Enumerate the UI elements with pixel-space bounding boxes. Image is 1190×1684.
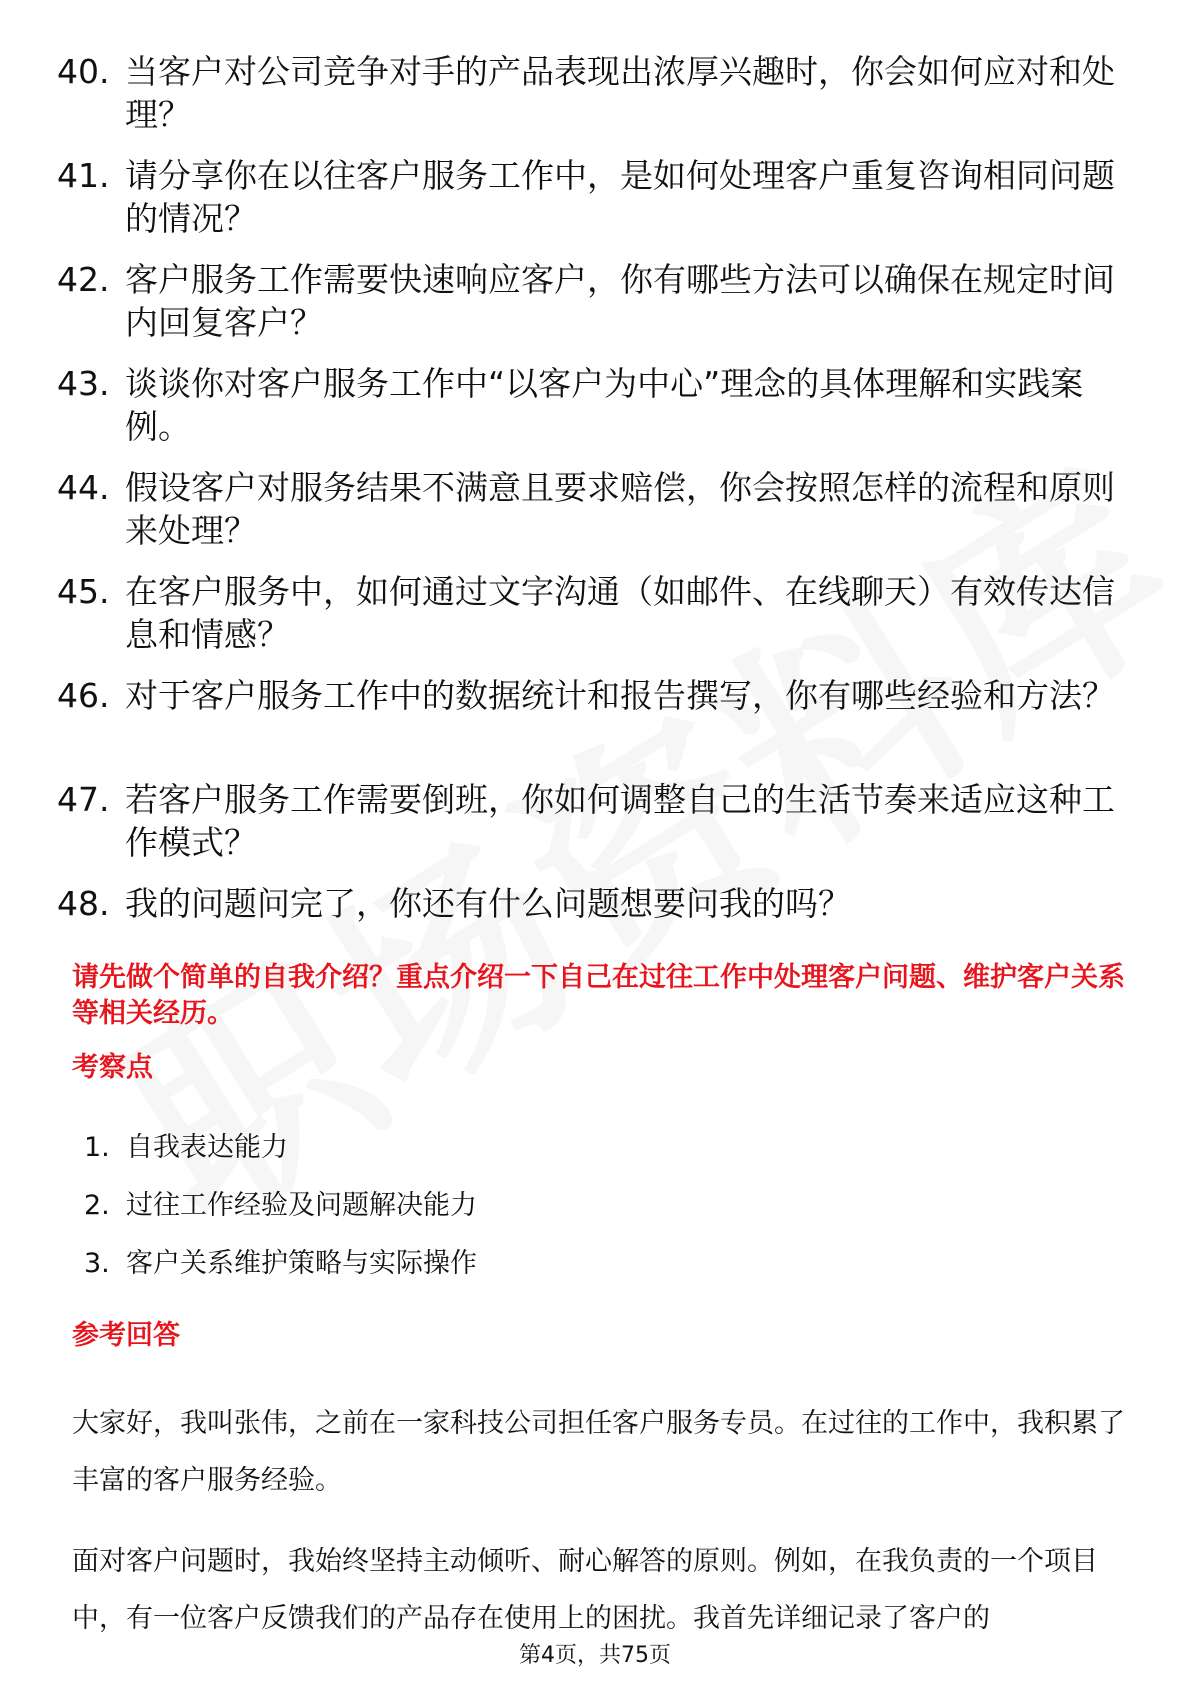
points-label: 考察点	[72, 1052, 153, 1083]
list-item	[57, 154, 1137, 258]
question-text: 对于客户服务工作中的数据统计和报告撰写，你有哪些经验和方法？	[125, 676, 1115, 715]
list-item	[57, 570, 1137, 674]
question-text: 假设客户对服务结果不满意且要求赔偿，你会按照怎样的流程和原则来处理？	[125, 468, 1115, 550]
point-text: 自我表达能力	[126, 1132, 288, 1163]
question-text: 客户服务工作需要快速响应客户，你有哪些方法可以确保在规定时间内回复客户？	[125, 260, 1115, 342]
list-item	[57, 674, 1137, 778]
item-number: 44.	[57, 468, 110, 507]
list-item	[57, 50, 1137, 154]
list-item	[84, 1246, 984, 1304]
answer-paragraph: 面对客户问题时，我始终坚持主动倾听、耐心解答的原则。例如，在我负责的一个项目中，有一位客户反馈我们的产品存在使用上的困扰。我首先详细记录了客户的	[72, 1546, 1098, 1634]
page-footer: 第4页，共75页	[519, 1643, 671, 1668]
question-text: 在客户服务中，如何通过文字沟通（如邮件、在线聊天）有效传达信息和情感？	[125, 572, 1115, 654]
point-text: 客户关系维护策略与实际操作	[126, 1248, 477, 1279]
section-heading: 请先做个简单的自我介绍？重点介绍一下自己在过往工作中处理客户问题、维护客户关系等相关经历。	[72, 962, 1125, 1029]
item-number: 46.	[57, 676, 110, 715]
item-number: 42.	[57, 260, 110, 299]
question-text: 当客户对公司竞争对手的产品表现出浓厚兴趣时，你会如何应对和处理？	[125, 52, 1115, 134]
list-item	[57, 362, 1137, 466]
list-item	[84, 1188, 984, 1246]
item-number: 41.	[57, 156, 110, 195]
item-number: 40.	[57, 52, 110, 91]
question-text: 请分享你在以往客户服务工作中，是如何处理客户重复咨询相同问题的情况？	[125, 156, 1115, 238]
question-list	[57, 50, 1137, 986]
question-text: 我的问题问完了，你还有什么问题想要问我的吗？	[125, 884, 851, 923]
item-number: 3.	[84, 1248, 110, 1279]
answer-paragraph: 大家好，我叫张伟，之前在一家科技公司担任客户服务专员。在过往的工作中，我积累了丰富的客户服务经验。	[72, 1408, 1125, 1496]
item-number: 48.	[57, 884, 110, 923]
question-text: 若客户服务工作需要倒班，你如何调整自己的生活节奏来适应这种工作模式？	[125, 780, 1115, 862]
assessment-points-list	[84, 1130, 984, 1304]
item-number: 47.	[57, 780, 110, 819]
list-item	[57, 778, 1137, 882]
list-item	[57, 466, 1137, 570]
question-text: 谈谈你对客户服务工作中“以客户为中心”理念的具体理解和实践案例。	[125, 364, 1084, 446]
item-number: 45.	[57, 572, 110, 611]
item-number: 43.	[57, 364, 110, 403]
list-item	[57, 258, 1137, 362]
point-text: 过往工作经验及问题解决能力	[126, 1190, 477, 1221]
answer-label: 参考回答	[72, 1320, 180, 1351]
list-item	[84, 1130, 984, 1188]
item-number: 2.	[84, 1190, 110, 1221]
item-number: 1.	[84, 1132, 110, 1163]
